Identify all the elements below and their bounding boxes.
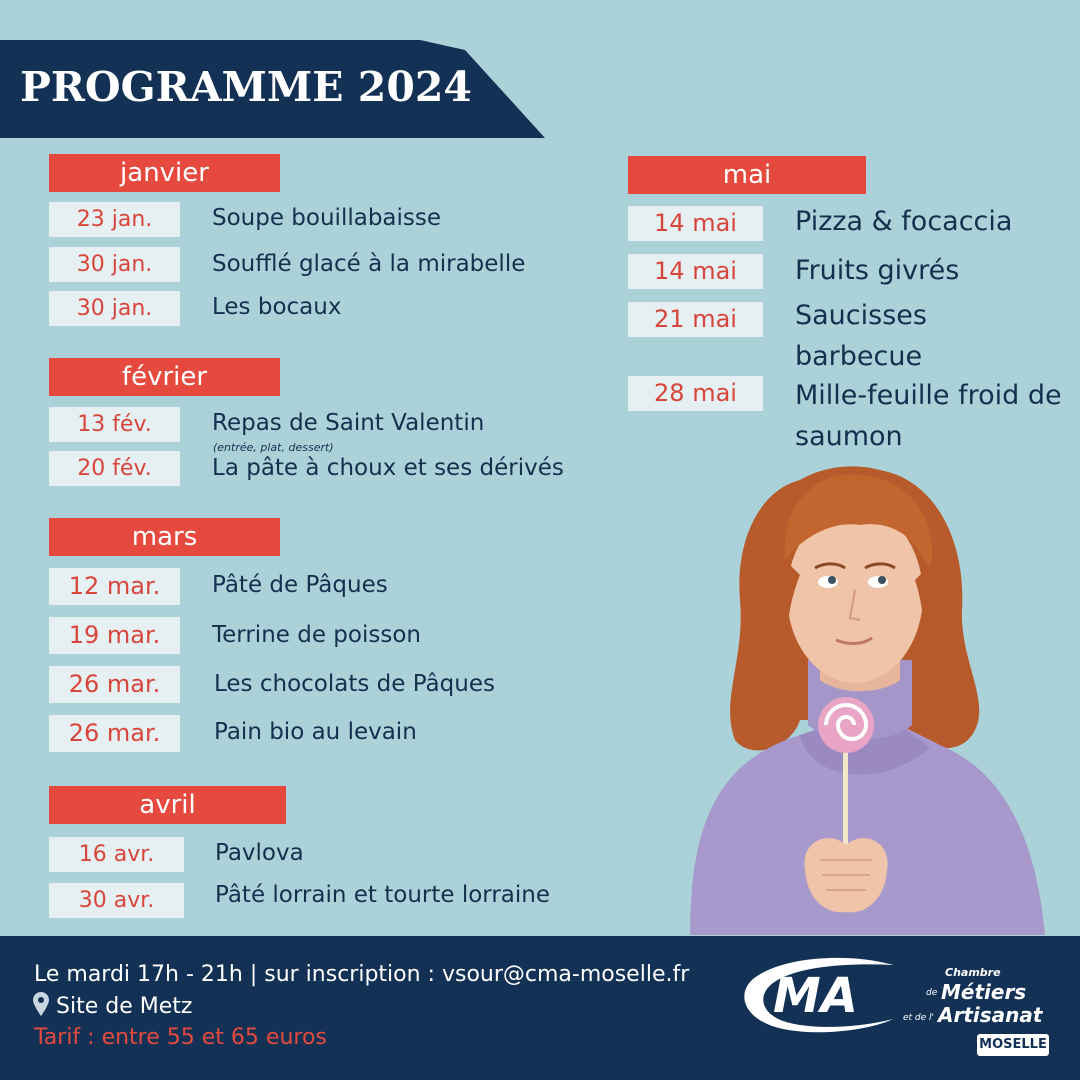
- date-box: 19 mar.: [49, 617, 180, 654]
- event-label: Pâté lorrain et tourte lorraine: [215, 882, 551, 908]
- date-box: 30 jan.: [49, 247, 180, 282]
- date-box: 28 mai: [628, 376, 763, 411]
- date-box: 14 mai: [628, 254, 763, 289]
- event-label: Les bocaux: [212, 294, 342, 320]
- event-label: Fruits givrés: [795, 255, 960, 286]
- page-title: PROGRAMME 2024: [20, 63, 472, 111]
- logo-et-de-l: et de l': [903, 1013, 935, 1023]
- location-pin-icon: [33, 992, 49, 1016]
- date-box: 16 avr.: [49, 837, 184, 872]
- date-box: 21 mai: [628, 302, 763, 337]
- event-label: La pâte à choux et ses dérivés: [212, 455, 564, 481]
- logo-region-badge: MOSELLE: [977, 1034, 1049, 1056]
- event-label: Pain bio au levain: [214, 719, 417, 745]
- footer-price: Tarif : entre 55 et 65 euros: [34, 1025, 327, 1050]
- date-box: 23 jan.: [49, 202, 180, 237]
- event-label: Terrine de poisson: [212, 622, 421, 648]
- footer-location: Site de Metz: [56, 994, 193, 1019]
- event-label: Pizza & focaccia: [795, 206, 1013, 237]
- logo-de: de: [926, 988, 938, 998]
- date-box: 26 mar.: [49, 666, 180, 703]
- footer-schedule: Le mardi 17h - 21h | sur inscription : vsour@cma-moselle.fr: [34, 962, 690, 987]
- date-box: 30 jan.: [49, 291, 180, 326]
- date-box: 12 mar.: [49, 568, 180, 605]
- date-box: 20 fév.: [49, 451, 180, 486]
- logo-artisanat: Artisanat: [938, 1003, 1043, 1027]
- month-header-mars: mars: [49, 518, 280, 556]
- date-box: 13 fév.: [49, 407, 180, 442]
- month-header-mai: mai: [628, 156, 866, 194]
- event-label: Les chocolats de Pâques: [214, 671, 495, 697]
- event-label: Repas de Saint Valentin: [212, 410, 485, 436]
- date-box: 30 avr.: [49, 883, 184, 918]
- logo-metiers: Métiers: [941, 980, 1027, 1004]
- event-label: Pavlova: [215, 840, 304, 866]
- month-header-avril: avril: [49, 786, 286, 824]
- event-label: Soufflé glacé à la mirabelle: [212, 251, 526, 277]
- logo-chambre: Chambre: [945, 966, 1001, 979]
- event-label: Pâté de Pâques: [212, 572, 388, 598]
- date-box: 26 mar.: [49, 715, 180, 752]
- svg-text:MA: MA: [773, 968, 858, 1024]
- date-box: 14 mai: [628, 206, 763, 241]
- event-label: Mille-feuille froid de saumon: [795, 380, 1062, 452]
- month-header-janvier: janvier: [49, 154, 280, 192]
- event-label: Saucisses barbecue: [795, 300, 927, 372]
- month-header-fevrier: février: [49, 358, 280, 396]
- event-note: (entrée, plat, dessert): [213, 441, 334, 454]
- cma-logo-mark: [743, 957, 895, 1035]
- event-label: Soupe bouillabaisse: [212, 205, 442, 231]
